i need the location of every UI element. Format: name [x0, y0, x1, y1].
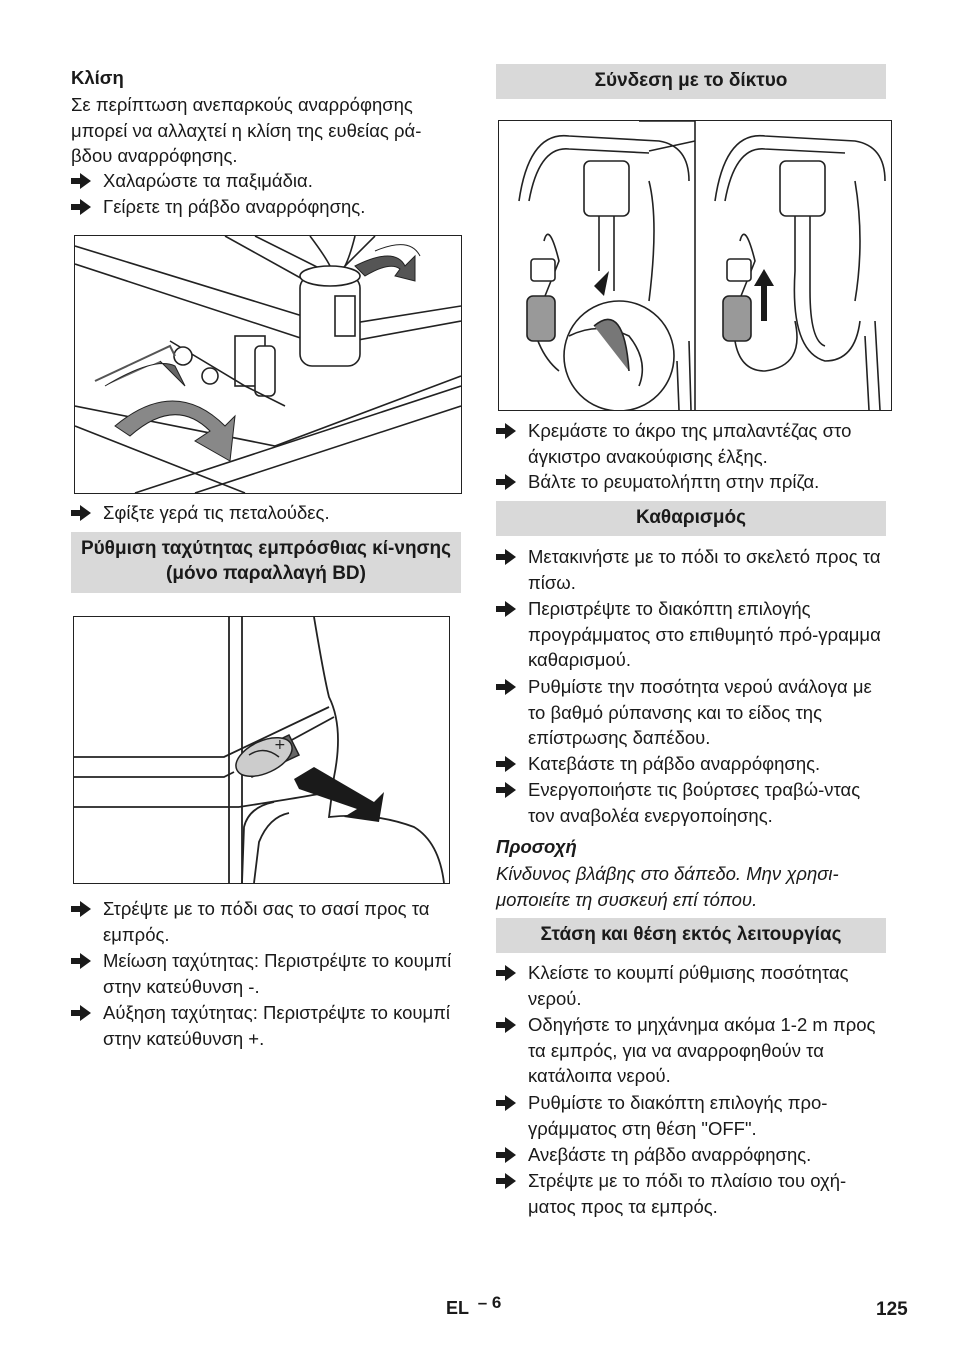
step-item	[71, 168, 461, 194]
arrow-right-icon	[496, 1173, 516, 1189]
step-item	[496, 544, 886, 595]
tilt-intro-text: Σε περίπτωση ανεπαρκούς αναρρόφησης μπορεί να αλλαχτεί η κλίση της ευθείας ρά-βδου αναρρόφησης.	[71, 94, 422, 166]
section-title-stop: Στάση και θέση εκτός λειτουργίας	[496, 918, 886, 953]
arrow-right-icon	[496, 1147, 516, 1163]
step-text: Κατεβάστε τη ράβδο αναρρόφησης.	[528, 753, 821, 774]
step-item	[71, 194, 461, 220]
step-text: Σφίξτε γερά τις πεταλούδες.	[103, 502, 330, 523]
arrow-right-icon	[496, 756, 516, 772]
step-item	[496, 1012, 886, 1089]
step-text: Αύξηση ταχύτητας: Περιστρέψτε το κουμπί στην κατεύθυνση +.	[103, 1002, 451, 1049]
step-text: Περιστρέψτε το διακόπτη επιλογής προγράμματος στο επιθυμητό πρό-γραμμα καθαρισμού.	[528, 598, 881, 670]
step-text: Ενεργοποιήστε τις βούρτσες τραβώ-ντας τον αναβολέα ενεργοποίησης.	[528, 779, 861, 826]
caution-text: Κίνδυνος βλάβης στο δάπεδο. Μην χρησι-μοποιείτε τη συσκευή επί τόπου.	[496, 863, 839, 910]
page-number: 125	[876, 1299, 908, 1320]
step-text: Κλείστε το κουμπί ρύθμισης ποσότητας νερού.	[528, 962, 849, 1009]
arrow-right-icon	[496, 474, 516, 490]
section-title-cleaning: Καθαρισμός	[496, 501, 886, 536]
step-text: Χαλαρώστε τα παξιμάδια.	[103, 170, 313, 191]
step-item	[496, 751, 886, 777]
arrow-right-icon	[496, 782, 516, 798]
step-item	[496, 1090, 886, 1141]
arrow-right-icon	[71, 505, 91, 521]
step-text: Ρυθμίστε το διακόπτη επιλογής προ-γράμματος στη θέση "OFF".	[528, 1092, 828, 1139]
footer-lang	[446, 1293, 502, 1319]
step-text: Κρεμάστε το άκρο της μπαλαντέζας στο άγκιστρο ανακούφισης έλξης.	[528, 420, 852, 467]
tilt-intro	[71, 92, 461, 169]
step-item	[496, 960, 886, 1011]
arrow-right-icon	[71, 901, 91, 917]
step-item	[71, 896, 461, 947]
step-text: Γείρετε τη ράβδο αναρρόφησης.	[103, 196, 366, 217]
step-text: Μετακινήστε με το πόδι το σκελετό προς τα πίσω.	[528, 546, 881, 593]
arrow-right-icon	[71, 953, 91, 969]
step-item	[496, 1142, 886, 1168]
step-item	[496, 596, 886, 673]
step-text: Στρέψτε με το πόδι σας το σασί προς τα εμπρός.	[103, 898, 430, 945]
arrow-right-icon	[496, 965, 516, 981]
step-text: Στρέψτε με το πόδι το πλαίσιο του οχή-ματος προς τα εμπρός.	[528, 1170, 847, 1217]
step-item	[496, 469, 886, 495]
arrow-right-icon	[496, 679, 516, 695]
step-item	[496, 674, 886, 751]
step-item	[496, 418, 886, 469]
arrow-right-icon	[71, 199, 91, 215]
arrow-right-icon	[496, 549, 516, 565]
step-text: Βάλτε το ρευματολήπτη στην πρίζα.	[528, 471, 820, 492]
arrow-right-icon	[71, 173, 91, 189]
step-text: Ανεβάστε τη ράβδο αναρρόφησης.	[528, 1144, 812, 1165]
step-item	[71, 948, 461, 999]
footer-section-page: – 6	[477, 1293, 502, 1312]
step-item	[71, 500, 461, 526]
figure-suction-bar-tilt	[74, 235, 462, 494]
section-title-mains: Σύνδεση με το δίκτυο	[496, 64, 886, 99]
step-text: Οδηγήστε το μηχάνημα ακόμα 1-2 m προς τα εμπρός, για να αναρροφηθούν τα κατάλοιπα νερού.	[528, 1014, 876, 1086]
section-title-speed: Ρύθμιση ταχύτητας εμπρόσθιας κί-νησης (μόνο παραλλαγή BD)	[71, 532, 461, 593]
step-item	[496, 777, 886, 828]
arrow-right-icon	[496, 601, 516, 617]
footer-lang-text: EL	[446, 1298, 469, 1318]
caution-title: Προσοχή	[496, 836, 577, 857]
figure-mains-connection	[498, 120, 892, 411]
arrow-right-icon	[71, 1005, 91, 1021]
step-text: Μείωση ταχύτητας: Περιστρέψτε το κουμπί στην κατεύθυνση -.	[103, 950, 452, 997]
arrow-right-icon	[496, 1017, 516, 1033]
step-item	[496, 1168, 886, 1219]
step-item	[71, 1000, 461, 1051]
step-text: Ρυθμίστε την ποσότητα νερού ανάλογα με το βαθμό ρύπανσης και το είδος της επίστρωσης δαπέδου.	[528, 676, 872, 748]
svg-text:+: +	[274, 737, 286, 753]
arrow-right-icon	[496, 423, 516, 439]
section-title-tilt: Κλίση	[71, 67, 124, 88]
arrow-right-icon	[496, 1095, 516, 1111]
figure-speed-knob	[73, 616, 450, 884]
